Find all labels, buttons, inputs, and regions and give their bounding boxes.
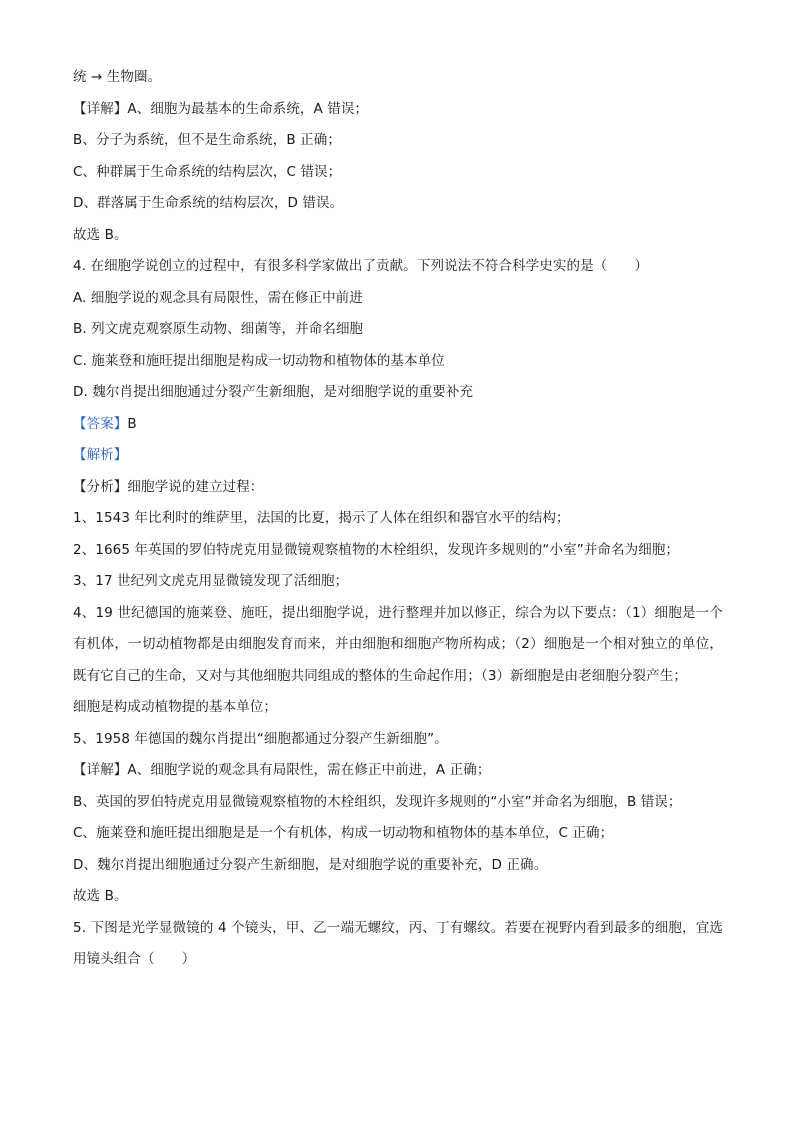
text-line: 1、1543 年比利时的维萨里，法国的比夏，揭示了人体在组织和器官水平的结构； [73,510,570,526]
text-line: 【详解】A、细胞学说的观念具有局限性，需在修正中前进，A 正确； [73,762,491,778]
analysis-line [73,440,723,472]
text-line: 故选 B。 [73,888,128,904]
text-line: 3、17 世纪列文虎克用显微镜发现了活细胞； [73,573,349,589]
option-c: C. 施莱登和施旺提出细胞是构成一切动物和植物体的基本单位 [73,352,445,369]
question-4-stem: 4. 在细胞学说创立的过程中，有很多科学家做出了贡献。下列说法不符合科学史实的是（ ） [73,258,649,274]
answer-value: B [127,415,137,432]
text-line: 故选 B。 [73,226,128,243]
text-line: 细胞是构成动植物提的基本单位； [73,699,277,715]
text-line: B、分子为系统，但不是生命系统，B 正确； [73,132,341,148]
answer-line [73,409,723,441]
text-line: C、施莱登和施旺提出细胞是是一个有机体，构成一切动物和植物体的基本单位，C 正确； [73,825,614,841]
text-line: B、英国的罗伯特虎克用显微镜观察植物的木栓组织，发现许多规则的“小室”并命名为细胞，B 错误； [73,793,682,810]
option-b: B. 列文虎克观察原生动物、细菌等，并命名细胞 [73,321,364,337]
text-line: 统 → 生物圈。 [73,69,162,85]
text-line: 【详解】A、细胞为最基本的生命系统，A 错误； [73,100,369,117]
text-line: 2、1665 年英国的罗伯特虎克用显微镜观察植物的木栓组织，发现许多规则的“小室”并命名为细胞； [73,541,680,558]
document-page [73,62,723,976]
answer-label: 【答案】 [73,415,128,432]
text-line: 【分析】细胞学说的建立过程： [73,478,264,495]
analysis-label: 【解析】 [73,447,128,463]
text-line: D、群落属于生命系统的结构层次，D 错误。 [73,195,344,211]
text-paragraph: 4、19 世纪德国的施莱登、施旺，提出细胞学说，进行整理并加以修正，综合为以下要点：（1）细胞是一个有机体，一切动植物都是由细胞发育而来，并由细胞和细胞产物所构成；（2）细胞是一个相对独立的单位，既有它自己的生命，又对与其他细胞共同组成的整体的生命起作用；（3）新细胞是由老细胞分裂产生； [73,604,723,684]
option-a: A. 细胞学说的观念具有局限性，需在修正中前进 [73,289,363,306]
text-line: C、种群属于生命系统的结构层次，C 错误； [73,163,342,180]
text-line: D、魏尔肖提出细胞通过分裂产生新细胞，是对细胞学说的重要补充，D 正确。 [73,856,548,873]
question-5-stem: 5. 下图是光学显微镜的 4 个镜头，甲、乙一端无螺纹，丙、丁有螺纹。若要在视野内看到最多的细胞，宜选用镜头组合（ ） [73,919,723,967]
text-line: 5、1958 年德国的魏尔肖提出“细胞都通过分裂产生新细胞”。 [73,730,448,747]
option-d: D. 魏尔肖提出细胞通过分裂产生新细胞，是对细胞学说的重要补充 [73,384,474,400]
